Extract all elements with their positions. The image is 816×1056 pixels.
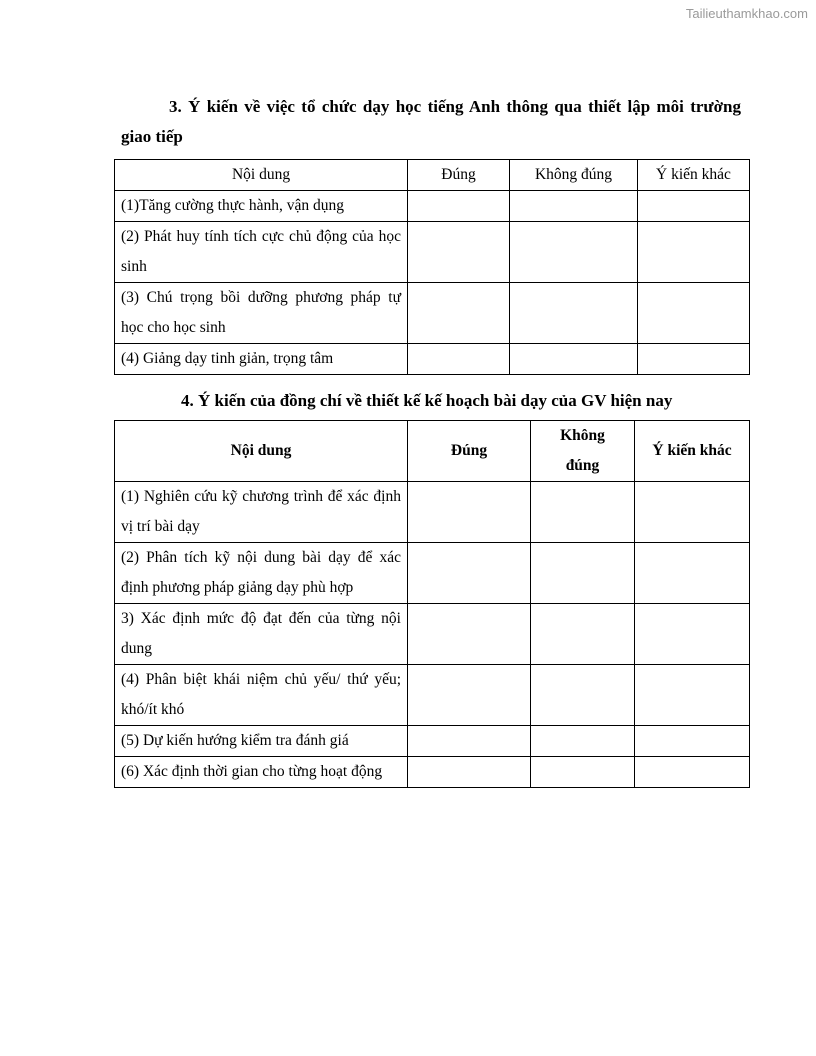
answer-cell[interactable] xyxy=(408,757,531,788)
answer-cell[interactable] xyxy=(408,344,510,375)
answer-cell[interactable] xyxy=(635,757,750,788)
row-label: (2) Phát huy tính tích cực chủ động của học sinh xyxy=(115,222,408,283)
answer-cell[interactable] xyxy=(531,543,635,604)
answer-cell[interactable] xyxy=(638,191,750,222)
answer-cell[interactable] xyxy=(531,482,635,543)
column-header: Không đúng xyxy=(510,160,638,191)
answer-cell[interactable] xyxy=(408,665,531,726)
section-3-title: 3. Ý kiến về việc tổ chức dạy học tiếng Anh thông qua thiết lập môi trường giao tiếp xyxy=(121,97,741,146)
column-header: Nội dung xyxy=(115,421,408,482)
watermark: Tailieuthamkhao.com xyxy=(685,6,808,21)
table-row xyxy=(115,191,750,222)
answer-cell[interactable] xyxy=(510,283,638,344)
answer-cell[interactable] xyxy=(635,665,750,726)
answer-cell[interactable] xyxy=(638,283,750,344)
answer-cell[interactable] xyxy=(638,344,750,375)
answer-cell[interactable] xyxy=(408,604,531,665)
answer-cell[interactable] xyxy=(531,757,635,788)
answer-cell[interactable] xyxy=(635,543,750,604)
answer-cell[interactable] xyxy=(510,222,638,283)
answer-cell[interactable] xyxy=(408,543,531,604)
table-row xyxy=(115,283,750,344)
row-label: 3) Xác định mức độ đạt đến của từng nội dung xyxy=(115,604,408,665)
answer-cell[interactable] xyxy=(635,482,750,543)
row-label: (3) Chú trọng bồi dưỡng phương pháp tự học cho học sinh xyxy=(115,283,408,344)
column-header: Đúng xyxy=(408,160,510,191)
table-header-row xyxy=(115,160,750,191)
table-row xyxy=(115,665,750,726)
row-label: (6) Xác định thời gian cho từng hoạt động xyxy=(115,757,408,788)
row-label: (1) Nghiên cứu kỹ chương trình để xác định vị trí bài dạy xyxy=(115,482,408,543)
table-row xyxy=(115,543,750,604)
answer-cell[interactable] xyxy=(635,604,750,665)
answer-cell[interactable] xyxy=(531,665,635,726)
table-header-row xyxy=(115,421,750,482)
row-label: (5) Dự kiến hướng kiểm tra đánh giá xyxy=(115,726,408,757)
answer-cell[interactable] xyxy=(510,344,638,375)
table-row xyxy=(115,604,750,665)
section-4-title: 4. Ý kiến của đồng chí về thiết kế kế hoạch bài dạy của GV hiện nay xyxy=(181,391,673,410)
section-3-table xyxy=(114,159,750,375)
answer-cell[interactable] xyxy=(638,222,750,283)
table-row xyxy=(115,222,750,283)
answer-cell[interactable] xyxy=(635,726,750,757)
table-row xyxy=(115,757,750,788)
answer-cell[interactable] xyxy=(510,191,638,222)
answer-cell[interactable] xyxy=(408,222,510,283)
table-row xyxy=(115,344,750,375)
answer-cell[interactable] xyxy=(408,482,531,543)
answer-cell[interactable] xyxy=(408,283,510,344)
section-4-table xyxy=(114,420,750,788)
column-header: Đúng xyxy=(408,421,531,482)
row-label: (4) Phân biệt khái niệm chủ yếu/ thứ yếu; khó/ít khó xyxy=(115,665,408,726)
table-row xyxy=(115,726,750,757)
answer-cell[interactable] xyxy=(531,726,635,757)
column-header: Ý kiến khác xyxy=(635,421,750,482)
table-row xyxy=(115,482,750,543)
row-label: (1)Tăng cường thực hành, vận dụng xyxy=(115,191,408,222)
column-header: Ý kiến khác xyxy=(638,160,750,191)
row-label: (4) Giảng dạy tinh giản, trọng tâm xyxy=(115,344,408,375)
row-label: (2) Phân tích kỹ nội dung bài dạy để xác định phương pháp giảng dạy phù hợp xyxy=(115,543,408,604)
column-header: Nội dung xyxy=(115,160,408,191)
answer-cell[interactable] xyxy=(408,191,510,222)
answer-cell[interactable] xyxy=(531,604,635,665)
answer-cell[interactable] xyxy=(408,726,531,757)
column-header: Không đúng xyxy=(531,421,635,482)
